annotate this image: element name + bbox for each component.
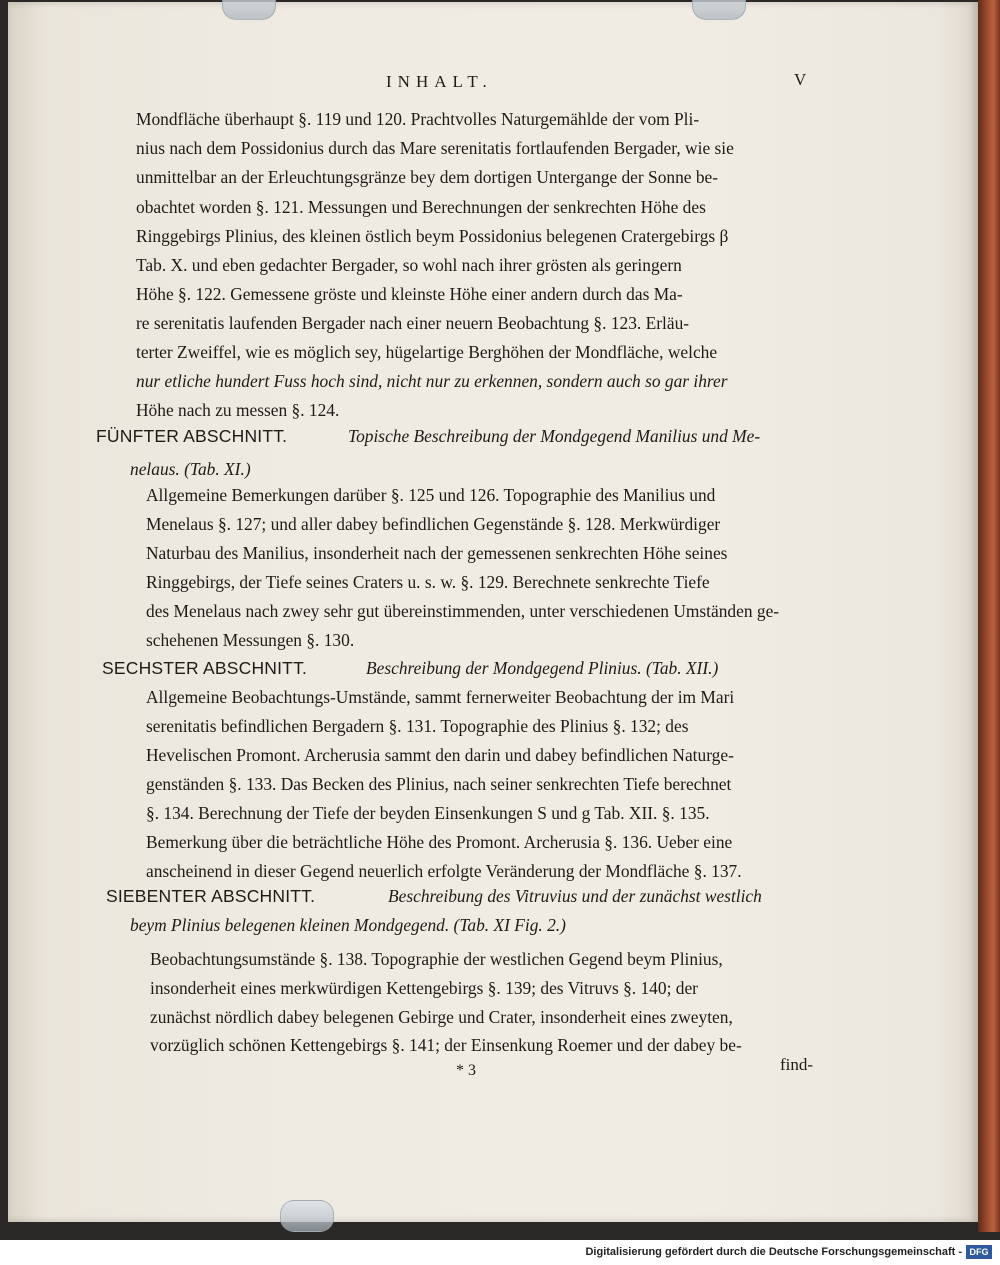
section-title: Beschreibung der Mondgegend Plinius. (Tab. XII.) [366,658,719,678]
text-line: Hevelischen Promont. Archerusia sammt den darin und dabey befindlichen Naturge- [146,745,734,765]
text-line: Bemerkung über die beträchtliche Höhe des Promont. Archerusia §. 136. Ueber eine [146,832,733,852]
text-line: serenitatis befindlichen Bergadern §. 131. Topographie des Plinius §. 132; des [146,716,689,736]
text-line: Allgemeine Bemerkungen darüber §. 125 und 126. Topographie des Manilius und [146,485,716,505]
text-line: obachtet worden §. 121. Messungen und Berechnungen der senkrechten Höhe des [136,197,706,217]
text-line: Naturbau des Manilius, insonderheit nach der gemessenen senkrechten Höhe seines [146,543,728,563]
text-line: re serenitatis laufenden Bergader nach einer neuern Beobachtung §. 123. Erläu- [136,313,690,333]
text-line: Ringgebirgs Plinius, des kleinen östlich beym Possidonius belegenen Cratergebirgs β [136,226,729,246]
section-heading: FÜNFTER ABSCHNITT. [96,426,288,446]
text-line: schehenen Messungen §. 130. [146,630,355,650]
book-cover-edge [978,0,1000,1232]
text-line: insonderheit eines merkwürdigen Kettengebirgs §. 139; des Vitruvs §. 140; der [150,978,698,998]
section-heading: SIEBENTER ABSCHNITT. [106,886,316,906]
footer-credit: Digitalisierung gefördert durch die Deutsche Forschungsgemeinschaft - [585,1246,962,1258]
text-line: Ringgebirgs, der Tiefe seines Craters u. s. w. §. 129. Berechnete senkrechte Tiefe [146,572,710,592]
text-line: Höhe nach zu messen §. 124. [136,400,340,420]
text-line: zunächst nördlich dabey belegenen Gebirge und Crater, insonderheit eines zweyten, [150,1007,733,1027]
text-line: des Menelaus nach zwey sehr gut übereinstimmenden, unter verschiedenen Umständen ge- [146,601,780,621]
page-number: V [794,70,807,89]
dfg-logo-icon: DFG [966,1245,992,1259]
text-line: Tab. X. und eben gedachter Bergader, so wohl nach ihrer grösten als geringern [136,255,682,275]
book-page [8,2,978,1222]
section-heading: SECHSTER ABSCHNITT. [102,658,308,678]
section-title-cont: beym Plinius belegenen kleinen Mondgegend. (Tab. XI Fig. 2.) [130,915,566,935]
scanner-clip [222,0,276,20]
text-line: Höhe §. 122. Gemessene gröste und kleinste Höhe einer andern durch das Ma- [136,284,683,304]
text-line: genständen §. 133. Das Becken des Plinius, nach seiner senkrechten Tiefe berechnet [146,774,732,794]
text-line: anscheinend in dieser Gegend neuerlich erfolgte Veränderung der Mondfläche §. 137. [146,861,742,881]
scanner-clip [280,1200,334,1232]
running-header: INHALT. [386,72,493,91]
text-line: vorzüglich schönen Kettengebirgs §. 141; der Einsenkung Roemer und der dabey be- [150,1035,742,1055]
text-line: nur etliche hundert Fuss hoch sind, nicht nur zu erkennen, sondern auch so gar ihrer [136,371,728,391]
text-line: terter Zweiffel, wie es möglich sey, hügelartige Berghöhen der Mondfläche, welche [136,342,718,362]
section-title: Beschreibung des Vitruvius und der zunächst westlich [388,886,762,906]
signature-mark: * 3 [456,1062,476,1079]
text-line: nius nach dem Possidonius durch das Mare serenitatis fortlaufenden Bergader, wie sie [136,138,734,158]
section-title: Topische Beschreibung der Mondgegend Manilius und Me- [348,426,761,446]
text-line: Allgemeine Beobachtungs-Umstände, sammt fernerweiter Beobachtung der im Mari [146,687,735,707]
section-title-cont: nelaus. (Tab. XI.) [130,459,251,479]
catchword: find- [780,1055,814,1074]
footer-bar [0,1240,1000,1265]
scanner-clip [692,0,746,20]
text-line: Beobachtungsumstände §. 138. Topographie der westlichen Gegend beym Plinius, [150,949,723,969]
text-line: unmittelbar an der Erleuchtungsgränze bey dem dortigen Untergange der Sonne be- [136,167,719,187]
text-line: §. 134. Berechnung der Tiefe der beyden Einsenkungen S und g Tab. XII. §. 135. [146,803,710,823]
text-line: Menelaus §. 127; und aller dabey befindlichen Gegenstände §. 128. Merkwürdiger [146,514,721,534]
text-line: Mondfläche überhaupt §. 119 und 120. Prachtvolles Naturgemählde der vom Pli- [136,109,700,129]
